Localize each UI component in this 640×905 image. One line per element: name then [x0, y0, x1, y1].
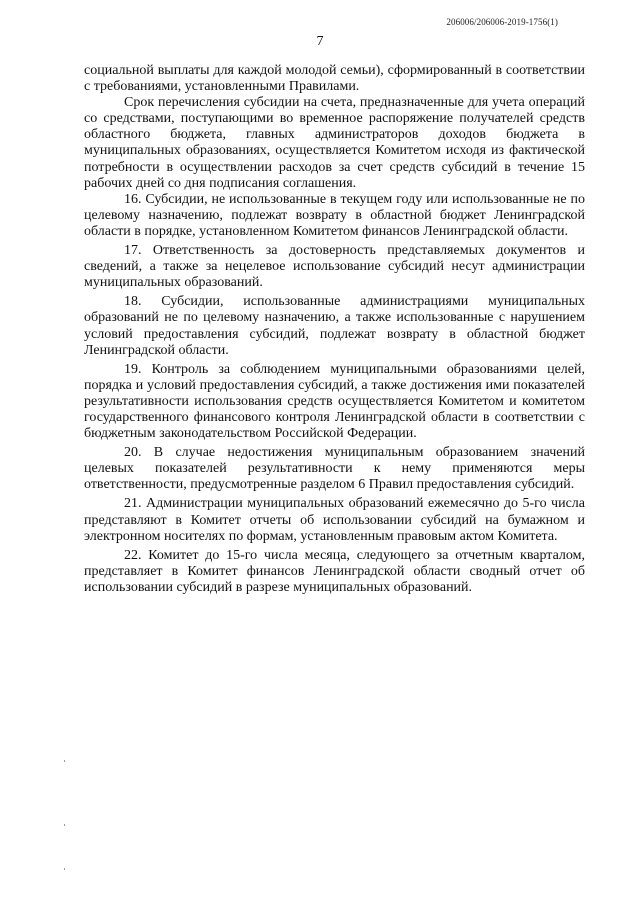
page-number: 7	[316, 34, 324, 49]
paragraph-19: 19. Контроль за соблюдением муниципальными образованиями целей, порядка и условий предоставления субсидий, а также достижения ими показателей результативности использования средств осуществляется Комитетом и комитетом государственного финансового контроля Ленинградской области в соответствии с бюджетным законодательством Российской Федерации.	[84, 361, 585, 442]
scan-specks	[64, 760, 66, 880]
paragraph-continuation: социальной выплаты для каждой молодой семьи), сформированный в соответствии с требованиями, установленными Правилами.	[84, 63, 585, 95]
paragraph-18: 18. Субсидии, использованные администрациями муниципальных образований не по целевому назначению, а также использованные с нарушением условий предоставления субсидий, подлежат возврату в областной бюджет Ленинградской области.	[84, 294, 585, 358]
paragraph-21: 21. Администрации муниципальных образований ежемесячно до 5-го числа представляют в Комитет отчеты об использовании субсидий на бумажном и электронном носителях по формам, установленным правовым актом Комитета.	[84, 496, 585, 544]
scan-speck	[64, 760, 65, 762]
scan-speck	[64, 824, 65, 826]
document-id: 206006/206006-2019-1756(1)	[446, 17, 558, 27]
document-body	[84, 63, 585, 596]
paragraph-20: 20. В случае недостижения муниципальным образованием значений целевых показателей результативности к нему применяются меры ответственности, предусмотренные разделом 6 Правил предоставления субсидий.	[84, 445, 585, 493]
paragraph-transfer-deadline: Срок перечисления субсидии на счета, предназначенные для учета операций со средствами, поступающими во временное распоряжение получателей средств областного бюджета, главных администраторов доходов бюджета в муниципальных образованиях, осуществляется Комитетом исходя из фактической потребности в осуществлении расходов за счет средств субсидий в течение 15 рабочих дней со дня подписания соглашения.	[84, 95, 585, 191]
paragraph-16: 16. Субсидии, не использованные в текущем году или использованные не по целевому назначению, подлежат возврату в областной бюджет Ленинградской области в порядке, установленном Комитетом финансов Ленинградской области.	[84, 191, 585, 239]
paragraph-17: 17. Ответственность за достоверность представляемых документов и сведений, а также за нецелевое использование субсидий несут администрации муниципальных образований.	[84, 243, 585, 291]
paragraph-22: 22. Комитет до 15-го числа месяца, следующего за отчетным кварталом, представляет в Комитет финансов Ленинградской области сводный отчет об использовании субсидий в разрезе муниципальных образований.	[84, 547, 585, 595]
scan-speck	[64, 868, 65, 870]
